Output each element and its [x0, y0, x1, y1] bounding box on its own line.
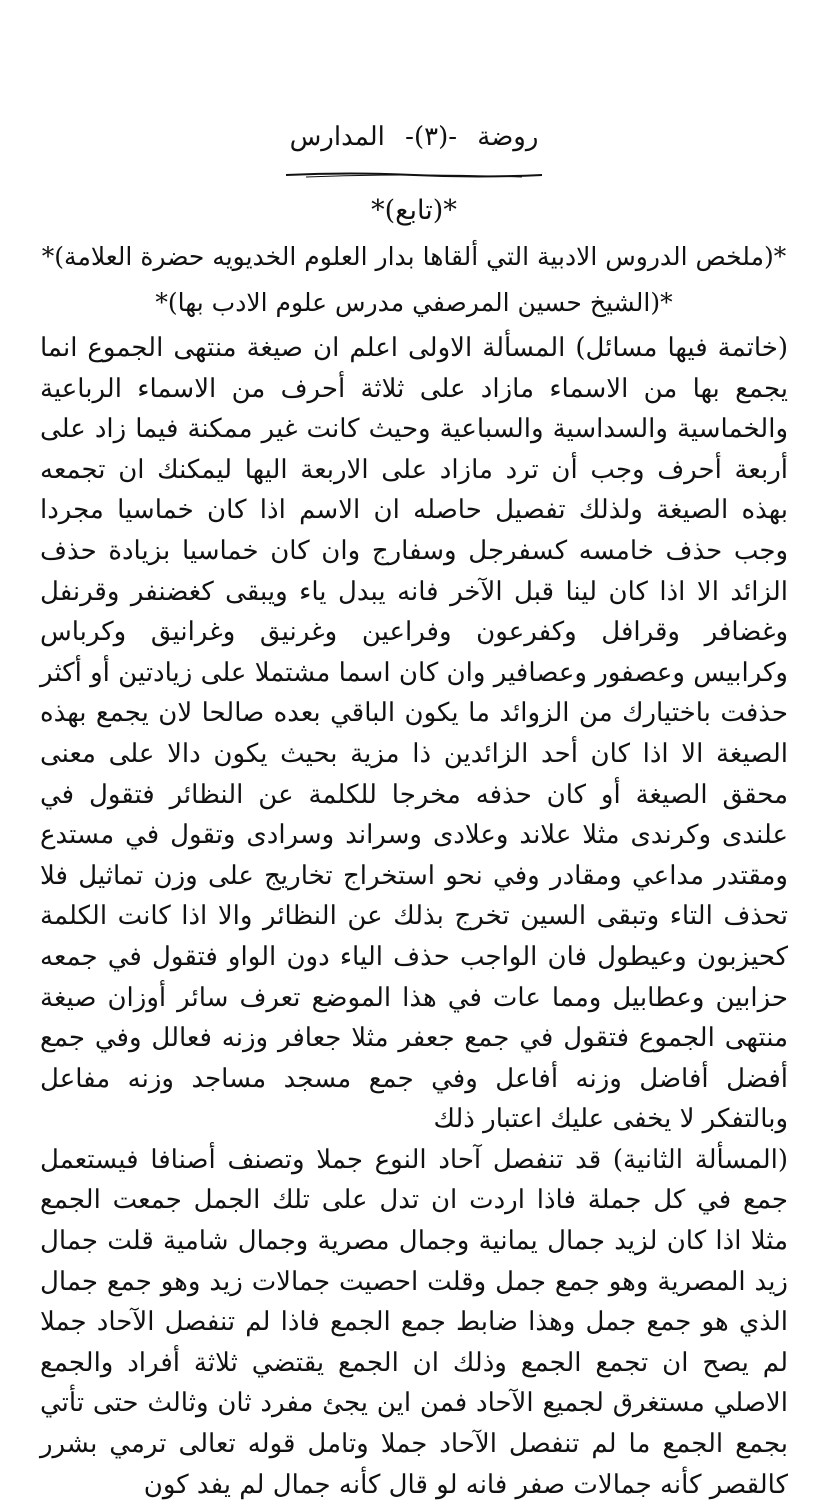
paragraph-second-question: (المسألة الثانية) قد تنفصل آحاد النوع جملا وتصنف أصنافا فيستعمل جمع في كل جملة فاذا اردت ان تدل على تلك الجمل جمعت الجمع مثلا اذا كان لزيد جمال يمانية وجمال مصرية وجمال شامية قلت جمال زيد المصرية وهو جمع جمل وقلت احصيت جمالات زيد وهو جمع جمال الذي هو جمع جمل وهذا ضابط جمع الجمع فاذا لم تنفصل الآحاد جملا لم يصح ان تجمع الجمع وذلك ان الجمع يقتضي ثلاثة أفراد والجمع الاصلي مستغرق لجميع الآحاد فمن اين يجئ مفرد ثان وثالث حتى تأتي بجمع الجمع ما لم تنفصل الآحاد جملا وتامل قوله تعالى ترمي بشرر كالقصر كأنه جمالات صفر فانه لو قال كأنه جمال لم يفد كون [40, 1144, 789, 1500]
continuation-title: *(تابع)* [371, 195, 457, 226]
author-line: *(الشيخ حسين المرصفي مدرس علوم الادب بها)* [155, 288, 673, 317]
header-journal-word: روضة [477, 122, 539, 152]
ornamental-rule [286, 170, 542, 180]
paragraph-first-question: (خاتمة فيها مسائل) المسألة الاولى اعلم ان صيغة منتهى الجموع انما يجمع بها من الاسماء مازاد على ثلاثة أحرف من الاسماء الرباعية والخماسية والسداسية والسباعية وحيث كانت غير ممكنة فيما زاد على أربعة أحرف وجب أن ترد مازاد على الاربعة اليها ليمكنك ان تجمعه بهذه الصيغة ولذلك تفصيل حاصله ان الاسم اذا كان خماسيا مجردا وجب حذف خامسه كسفرجل وسفارج وان كان خماسيا بزيادة حذف الزائد الا اذا كان لينا قبل الآخر فانه يبدل ياء ويبقى كغضنفر وقرنفل وغضافر وقرافل وكفرعون وفراعين وغرنيق وغرانيق وكرباس وكرابيس وعصفور وعصافير وان كان اسما مشتملا على زيادتين أو أكثر حذفت باختيارك من الزوائد ما يكون الباقي بعده صالحا لان يجمع بهذه الصيغة الا اذا كان أحد الزائدين ذا مزية بحيث يكون دالا على معنى محقق الصيغة أو كان حذفه مخرجا للكلمة عن النظائر فتقول في علندى وكرندى مثلا علاند وعلادى وسراند وسرادى وتقول في مستدع ومقتدر مداعي ومقادر وفي نحو استخراج تخاريج على وزن تماثيل فلا تحذف التاء وتبقى السين تخرج بذلك عن النظائر والا اذا كانت الكلمة كحيزبون وعيطول فان الواجب حذف الياء دون الواو فتقول في جمعه حزابين وعطابيل ومما عات في هذا الموضع تعرف سائر أوزان صيغة منتهى الجموع فتقول في جمع جعفر مثلا جعافر وزنه فعالل وفي جمع أفضل أفاضل وزنه أفاعل وفي جمع مسجد مساجد وزنه مفاعل وبالتفكر لا يخفى عليك اعتبار ذلك [40, 333, 788, 1135]
page-header [0, 120, 828, 154]
article-body [40, 328, 789, 1500]
page-number: -(٣)- [405, 122, 458, 152]
header-journal-word-2: المدارس [289, 122, 385, 152]
summary-title: *(ملخص الدروس الادبية التي ألقاها بدار العلوم الخديويه حضرة العلامة)* [41, 242, 787, 271]
